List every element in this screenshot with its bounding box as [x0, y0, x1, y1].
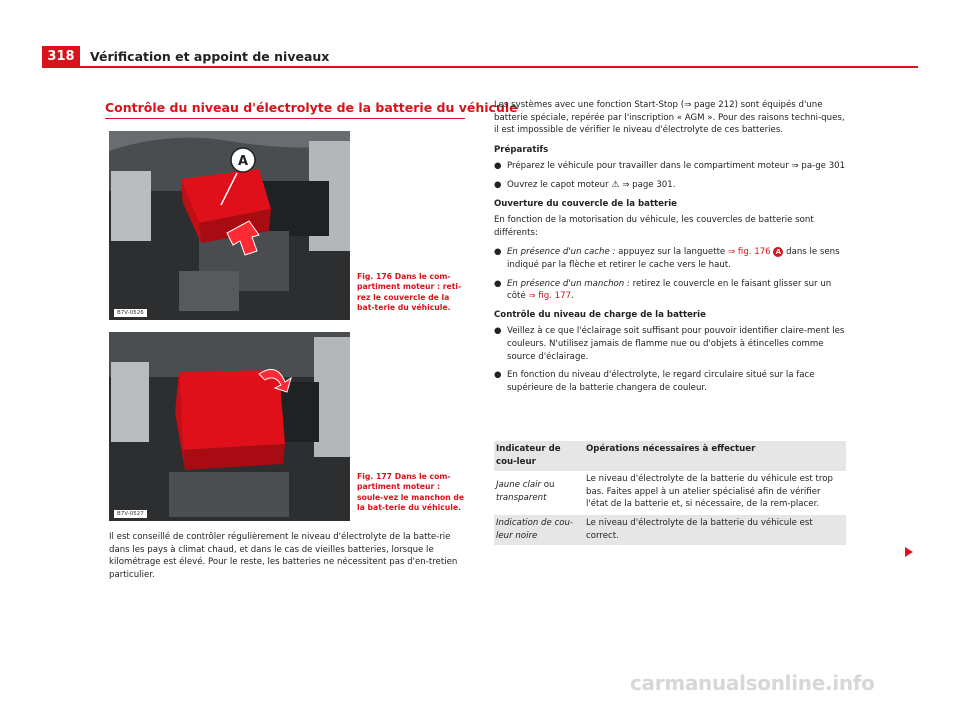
bullet-icon: ●: [494, 247, 502, 258]
figure-176-illustration: [109, 131, 350, 320]
prep-bullet-2: [494, 179, 850, 192]
cache-text-b: dans le sens indiqué par la flèche et retirer le cache vers le haut.: [507, 247, 840, 270]
bullet-icon: ●: [494, 370, 502, 381]
cache-label: En présence d'un cache :: [507, 247, 616, 258]
prep-bullet-2-text: Ouvrez le capot moteur: [507, 179, 609, 190]
bullet-icon: ●: [494, 179, 502, 190]
table-header-actions: Opérations nécessaires à effectuer: [584, 441, 846, 471]
check-bullet-2: [494, 369, 850, 394]
right-column: [494, 99, 850, 400]
table-cell-indicator: Indication de cou-leur noire: [494, 514, 584, 545]
table-header-indicator: Indicateur de cou-leur: [494, 441, 584, 471]
battery-cover-heading: Ouverture du couvercle de la batterie: [494, 198, 677, 209]
cache-bullet: [494, 246, 850, 271]
indicator-yellow: Jaune clair: [496, 480, 542, 491]
charge-check-heading: Contrôle du niveau de charge de la batterie: [494, 309, 706, 320]
figure-176-callout: A: [237, 154, 249, 169]
running-header-title: Vérification et appoint de niveaux: [90, 49, 330, 64]
header-rule: [80, 66, 918, 68]
manchon-text: retirez le couvercle en le faisant glisser sur un côté: [507, 278, 832, 302]
table-row: [494, 514, 846, 545]
fig-176-link[interactable]: ⇒ fig. 176: [727, 247, 771, 258]
figure-176-engine-bay: [109, 131, 350, 320]
section-title: Contrôle du niveau d'électrolyte de la batterie du véhicule: [105, 100, 518, 115]
check-bullet-1-text: Veillez à ce que l'éclairage soit suffisant pour pouvoir identifier claire-ment les couleurs. N'utilisez jamais de flamme nue ou d'objets à étincelles comme source d'éclairage.: [507, 326, 845, 362]
page-number: 318: [42, 46, 80, 68]
prep-bullet-2-ref[interactable]: ⇒ page 301.: [622, 179, 676, 190]
figure-177-illustration: [109, 332, 350, 521]
battery-cover-text: En fonction de la motorisation du véhicule, les couvercles de batterie sont différents:: [494, 215, 814, 238]
fig-177-link[interactable]: ⇒ fig. 177: [528, 291, 572, 302]
watermark: carmanualsonline.info: [630, 671, 875, 695]
table-cell-indicator: [494, 471, 584, 514]
table-row: [494, 471, 846, 514]
continue-arrow-icon: [905, 547, 913, 557]
bullet-icon: ●: [494, 326, 502, 337]
table-cell-action: Le niveau d'électrolyte de la batterie du véhicule est trop bas. Faites appel à un atelier spécialisé afin de vérifier l'état de la batterie et, si nécessaire, de la rem-placer.: [586, 474, 833, 510]
figure-177-code: B7V-0527: [114, 510, 147, 518]
intro-paragraph: Les systèmes avec une fonction Start-Stop (⇒ page 212) sont équipés d'une batterie spéciale, repérée par l'inscription « AGM ». Pour des raisons techni-ques, il est impossible de vérifier le niveau d'électrolyte de ces batteries.: [494, 100, 845, 136]
left-body-text: Il est conseillé de contrôler régulièrement le niveau d'électrolyte de la batte-rie dans les pays à climat chaud, et dans le cas de vieilles batteries, lorsque le kilométrage est élevé. Pour le reste, les batteries ne nécessitent pas d'en-tretien particulier.: [109, 532, 458, 580]
prep-bullet-1: [494, 160, 850, 173]
table-cell-action: Le niveau d'électrolyte de la batterie du véhicule est correct.: [584, 514, 846, 545]
callout-a-badge: A: [773, 247, 783, 257]
preparation-heading: Préparatifs: [494, 144, 549, 155]
figure-176-caption: Fig. 176 Dans le com-partiment moteur : reti-rez le couvercle de la bat-terie du véhicule.: [357, 272, 462, 313]
cache-text-a: appuyez sur la languette: [618, 247, 726, 258]
color-indicator-table: [494, 441, 846, 545]
table-header-row: [494, 441, 846, 471]
indicator-join: ou: [541, 480, 555, 491]
manchon-label: En présence d'un manchon :: [507, 278, 630, 289]
bullet-icon: ●: [494, 278, 502, 289]
check-bullet-1: [494, 325, 850, 363]
manchon-bullet: ● En présence d'un manchon : retirez le couvercle en le faisant glisser sur un côté ⇒ fig. 177.: [494, 278, 832, 302]
figure-176-code: B7V-0526: [114, 309, 147, 317]
check-bullet-2-text: En fonction du niveau d'électrolyte, le regard circulaire situé sur la face supérieure de la batterie changera de couleur.: [507, 370, 815, 393]
indicator-transparent: transparent: [496, 493, 547, 504]
section-rule: [105, 118, 465, 119]
figure-177-caption: Fig. 177 Dans le com-partiment moteur : soule-vez le manchon de la bat-terie du véhicule.: [357, 472, 465, 513]
prep-bullet-1-text: Préparez le véhicule pour travailler dans le compartiment moteur ⇒ pa-ge 301: [507, 161, 846, 172]
warning-triangle-icon: ⚠: [611, 179, 620, 190]
figure-177-engine-bay: [109, 332, 350, 521]
bullet-icon: ●: [494, 161, 502, 172]
